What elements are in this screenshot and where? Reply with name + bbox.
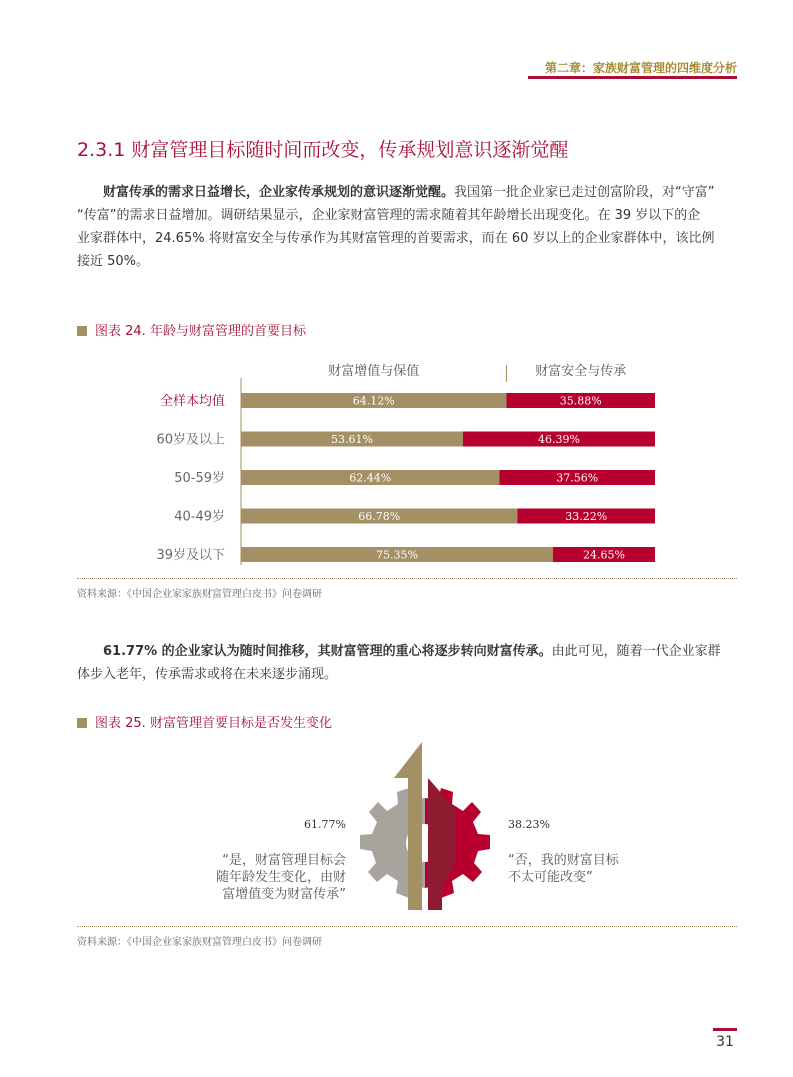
- category-label: 39岁及以下: [156, 548, 225, 563]
- data-label: 46.39%: [537, 433, 580, 446]
- gear-arrow-illustration: [350, 740, 500, 915]
- para2-line1: 由此可见，随着一代企业家群: [551, 644, 721, 659]
- data-label: 53.61%: [330, 433, 373, 446]
- category-label: 全样本均值: [159, 394, 225, 409]
- header-rule: [528, 76, 737, 79]
- page-number-rule: [713, 1028, 737, 1031]
- paragraph-1: [77, 181, 737, 273]
- left-quote-line: 富增值变为财富传承”: [222, 887, 346, 902]
- bullet-square-icon: [77, 718, 87, 728]
- right-quote: [508, 852, 668, 886]
- section-title: 2.3.1 财富管理目标随时间而改变，传承规划意识逐渐觉醒: [77, 139, 569, 161]
- data-label: 75.35%: [375, 548, 418, 562]
- left-percentage: 61.77%: [304, 818, 346, 831]
- right-quote-line: 不太可能改变”: [508, 870, 593, 885]
- right-quote-line: “否，我的财富目标: [508, 853, 619, 868]
- chapter-header: 第二章：家族财富管理的四维度分析: [544, 61, 737, 75]
- data-label: 64.12%: [352, 394, 395, 408]
- bullet-square-icon: [77, 326, 87, 336]
- figure25-source: 资料来源：《中国企业家家族财富管理白皮书》问卷调研: [77, 937, 322, 948]
- para2-line2: 体步入老年，传承需求或将在未来逐步涌现。: [77, 667, 338, 682]
- stacked-bar-chart: [77, 350, 737, 580]
- para1-line1: 我国第一批企业家已走过创富阶段，对“守富”: [454, 185, 715, 200]
- data-label: 62.44%: [349, 471, 392, 485]
- figure24-title: [77, 320, 306, 339]
- figure25-divider: [77, 926, 737, 927]
- paragraph-2: [77, 640, 737, 686]
- category-label: 60岁及以上: [156, 432, 225, 448]
- category-label: 50-59岁: [174, 471, 225, 486]
- para1-lead: 财富传承的需求日益增长，企业家传承规划的意识逐渐觉醒。: [103, 185, 455, 200]
- data-label: 66.78%: [358, 510, 401, 523]
- data-label: 35.88%: [559, 394, 602, 408]
- legend-series-2: 财富安全与传承: [535, 364, 627, 379]
- right-percentage: 38.23%: [508, 818, 550, 831]
- category-label: 40-49岁: [174, 509, 225, 525]
- para1-line2: “传富”的需求日益增加。调研结果显示，企业家财富管理的需求随着其年龄增长出现变化。在 39 岁以下的企: [77, 208, 701, 223]
- data-label: 24.65%: [582, 548, 625, 562]
- figure24-title-text: 图表 24. 年龄与财富管理的首要目标: [95, 324, 306, 339]
- para1-line3: 业家群体中，24.65% 将财富安全与传承作为其财富管理的首要需求，而在 60 岁以上的企业家群体中，该比例: [77, 231, 715, 246]
- para1-line4: 接近 50%。: [77, 254, 150, 269]
- left-quote-line: 随年龄发生变化，由财: [215, 870, 346, 885]
- page-number: 31: [716, 1034, 734, 1050]
- data-label: 37.56%: [556, 471, 599, 485]
- left-quote: [190, 852, 346, 903]
- figure25-title: [77, 712, 332, 731]
- left-quote-line: “是，财富管理目标会: [222, 853, 346, 868]
- figure25-title-text: 图表 25. 财富管理首要目标是否发生变化: [95, 716, 332, 731]
- data-label: 33.22%: [565, 510, 608, 523]
- legend-series-1: 财富增值与保值: [328, 364, 420, 379]
- figure24-source: 资料来源：《中国企业家家族财富管理白皮书》问卷调研: [77, 589, 322, 600]
- figure24-divider: [77, 578, 737, 579]
- para2-lead: 61.77% 的企业家认为随时间推移，其财富管理的重心将逐步转向财富传承。: [103, 644, 552, 659]
